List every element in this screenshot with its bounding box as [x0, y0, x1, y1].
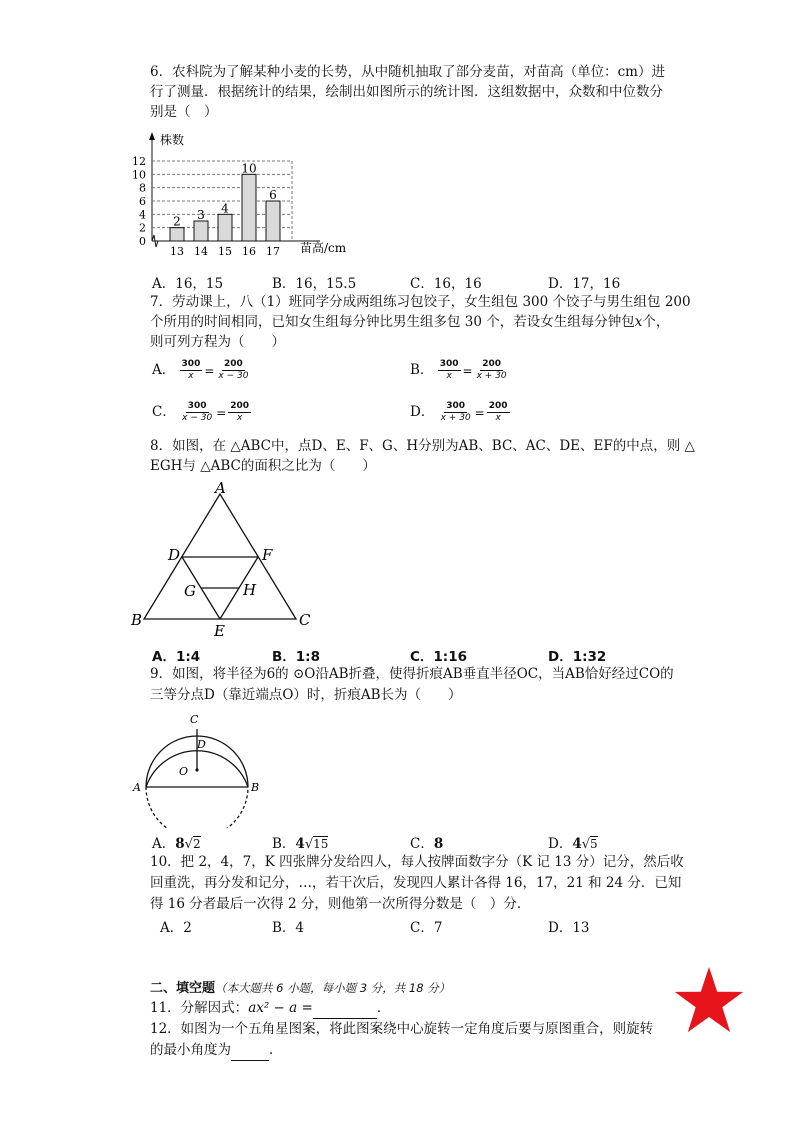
q7-b-left-fraction: [438, 359, 461, 382]
q8-option-a[interactable]: A．1:4: [152, 649, 201, 665]
equals-sign: =: [474, 405, 485, 420]
q8-triangle-figure: [128, 478, 318, 640]
q9-option-c-label: C．: [410, 836, 434, 852]
q10-option-c[interactable]: C．7: [410, 920, 443, 936]
label-h: H: [243, 581, 257, 599]
q8-option-d[interactable]: D．1:32: [548, 649, 607, 665]
five-pointed-star-icon: [675, 967, 743, 1032]
bar-13: [170, 228, 184, 241]
equals-sign: =: [462, 363, 473, 378]
y-tick-label: 8: [139, 181, 146, 195]
frac-num: 300: [187, 401, 207, 411]
y-tick-label: 4: [139, 208, 146, 222]
bar-value-label: 4: [221, 201, 229, 216]
bar-15: [218, 214, 232, 241]
label-o: O: [179, 765, 189, 778]
frac-num: 300: [181, 359, 201, 369]
label-g: G: [184, 582, 196, 600]
bar-value-label: 10: [241, 161, 257, 176]
q9-option-d-label: D．: [548, 836, 573, 852]
bar-value-label: 3: [197, 208, 205, 222]
coef: 8: [175, 836, 185, 852]
frac-den: x − 30: [182, 413, 213, 423]
q11-expression: ax² − a =: [248, 1000, 313, 1016]
equals-sign: =: [204, 363, 215, 378]
frac-num: 200: [224, 359, 243, 369]
q10-option-b[interactable]: B．4: [272, 920, 305, 936]
q7-variable-x: x: [634, 314, 643, 330]
q8-option-b[interactable]: B．1:8: [272, 649, 320, 665]
q9-line2: 三等分点D（靠近端点O）时，折痕AB长为（ ）: [150, 687, 462, 703]
bar-17: [266, 201, 280, 241]
q8-line2: EGH与 △ABC的面积之比为（ ）: [150, 458, 376, 474]
label-a: A: [133, 781, 141, 794]
q7-option-a[interactable]: [152, 358, 250, 382]
label-e: E: [214, 622, 225, 640]
q7-line2: [150, 312, 669, 332]
q10-line2: 回重洗，再分发和记分，…，若干次后，发现四人累计各得 16，17，21 和 24 分．已知: [150, 875, 682, 891]
q7-a-right-fraction: [216, 359, 250, 382]
q7-c-left-fraction: [180, 401, 214, 424]
q7-line2-text: 个所用的时间相同，已知女生组每分钟比男生组多包 30 个，若设女生组每分钟包: [150, 314, 635, 330]
radicand: 5: [590, 837, 598, 851]
q11-answer-blank[interactable]: [313, 998, 377, 1019]
q7-line2-end: 个，: [642, 314, 670, 330]
q9-option-c[interactable]: [410, 832, 443, 852]
q8-option-c[interactable]: C．1:16: [410, 649, 467, 665]
coef: 4: [572, 836, 582, 852]
y-tick-label: 10: [132, 168, 146, 182]
q7-d-right-fraction: [487, 401, 510, 424]
x-tick-label: 14: [194, 245, 208, 258]
coef: 4: [295, 836, 305, 852]
frac-num: 300: [446, 401, 466, 411]
q6-option-d[interactable]: D．17，16: [548, 276, 621, 292]
q12-line2-end: ．: [269, 1042, 283, 1058]
q9-option-a[interactable]: A．8√2: [152, 836, 201, 852]
label-d: D: [168, 546, 181, 564]
q6-line2: 行了测量．根据统计的结果，绘制出如图所示的统计图．这组数据中，众数和中位数分: [150, 84, 663, 100]
q11-suffix: ．: [376, 1000, 391, 1016]
q7-b-right-fraction: [475, 359, 509, 382]
frac-den: x + 30: [440, 413, 471, 423]
q11-line: [150, 998, 390, 1019]
label-f: F: [262, 546, 273, 564]
q7-option-d-label: D．: [410, 404, 435, 420]
q6-option-c[interactable]: C．16，16: [410, 276, 482, 292]
q6-option-b[interactable]: B．16，15.5: [272, 276, 357, 292]
q7-a-left-fraction: [180, 359, 203, 382]
q6-option-a[interactable]: A．16，15: [152, 276, 224, 292]
bar-16: [242, 174, 256, 241]
x-tick-label: 17: [266, 245, 280, 258]
q9-circle-figure: [128, 710, 263, 828]
frac-num: 200: [482, 359, 501, 369]
y-tick-label: 12: [132, 155, 146, 168]
equals-sign: =: [216, 405, 227, 420]
frac-den: x − 30: [218, 371, 249, 381]
q10-option-d[interactable]: D．13: [548, 920, 590, 936]
q9-option-d[interactable]: D．4√5: [548, 836, 598, 852]
label-b: B: [251, 781, 260, 794]
x-tick-label: 15: [218, 245, 232, 258]
radicand: 2: [192, 837, 201, 851]
q12-line1: 12．如图为一个五角星图案，将此图案绕中心旋转一定角度后要与原图重合，则旋转: [150, 1021, 654, 1037]
q7-line3: 则可列方程为（ ）: [150, 334, 285, 350]
q7-option-c-label: C．: [152, 404, 176, 420]
q11-prefix: 11．分解因式：: [150, 1000, 249, 1016]
section2-title: 二、填空题: [150, 981, 216, 996]
q7-option-b-label: B．: [410, 362, 434, 378]
q12-answer-blank[interactable]: [231, 1040, 269, 1061]
frac-den: x: [446, 371, 452, 381]
q9-line1: 9．如图，将半径为6的 ⊙O沿AB折叠，使得折痕AB垂直半径OC，当AB恰好经过CO的: [150, 666, 674, 682]
q9-option-b[interactable]: B．4√15: [272, 836, 329, 852]
q7-c-right-fraction: [228, 401, 251, 424]
y-tick-label: 2: [139, 221, 146, 235]
coef: 8: [433, 836, 444, 852]
q7-option-c[interactable]: [152, 400, 251, 424]
chart-ylabel: 株数: [160, 133, 185, 147]
frac-den: x: [188, 371, 194, 381]
q7-option-d[interactable]: [410, 400, 510, 424]
frac-num: 300: [439, 359, 459, 369]
label-c: C: [299, 611, 311, 629]
label-d: D: [197, 738, 206, 751]
q7-line1: 7．劳动课上，八（1）班同学分成两组练习包饺子，女生组包 300 个饺子与男生组包 200: [150, 294, 691, 310]
q10-option-a[interactable]: A．2: [160, 920, 192, 936]
x-tick-label: 13: [170, 245, 184, 258]
q12-star-figure: [672, 965, 746, 1037]
label-a: A: [215, 479, 226, 497]
q7-option-a-label: A．: [152, 362, 176, 378]
y-tick-label: 6: [139, 195, 146, 208]
frac-den: x + 30: [476, 371, 507, 381]
frac-num: 200: [488, 401, 508, 411]
q7-d-left-fraction: [439, 401, 473, 424]
q7-option-b[interactable]: [410, 358, 509, 382]
q10-line1: 10．把 2，4，7，K 四张牌分发给四人，每人按牌面数字分（K 记 13 分）记分，然后收: [150, 854, 684, 870]
x-tick-label: 16: [242, 245, 256, 258]
frac-num: 200: [230, 401, 250, 411]
bar-14: [194, 221, 208, 241]
section2-note: （本大题共 6 小题，每小题 3 分，共 18 分）: [215, 981, 451, 995]
q6-line3: 别是（ ）: [150, 104, 218, 120]
q6-line1: 6．农科院为了解某种小麦的长势，从中随机抽取了部分麦苗，对苗高（单位：cm）进: [150, 64, 665, 80]
q12-line2-text: 的最小角度为: [150, 1042, 231, 1058]
bar-value-label: 2: [173, 214, 181, 229]
bar-value-label: 6: [269, 188, 277, 202]
label-c: C: [190, 713, 199, 726]
label-b: B: [131, 611, 143, 629]
section2-heading: [150, 977, 450, 996]
q9-option-a-label: A．: [152, 836, 176, 852]
chart-xlabel: 苗高/cm: [300, 241, 347, 255]
q12-line2: [150, 1040, 283, 1061]
q9-option-b-label: B．: [272, 836, 296, 852]
lower-arc-dashed: [146, 787, 248, 828]
y-tick-label: 0: [139, 235, 146, 248]
q6-bar-chart: [120, 128, 370, 263]
frac-den: x: [236, 413, 243, 423]
radicand: 15: [313, 837, 329, 851]
q8-line1: 8．如图，在 △ABC中，点D、E、F、G、H分别为AB、BC、AC、DE、EF的中点，则 △: [150, 438, 695, 454]
frac-den: x: [495, 413, 501, 423]
q10-line3: 得 16 分者最后一次得 2 分，则他第一次所得分数是（ ）分．: [150, 896, 531, 912]
